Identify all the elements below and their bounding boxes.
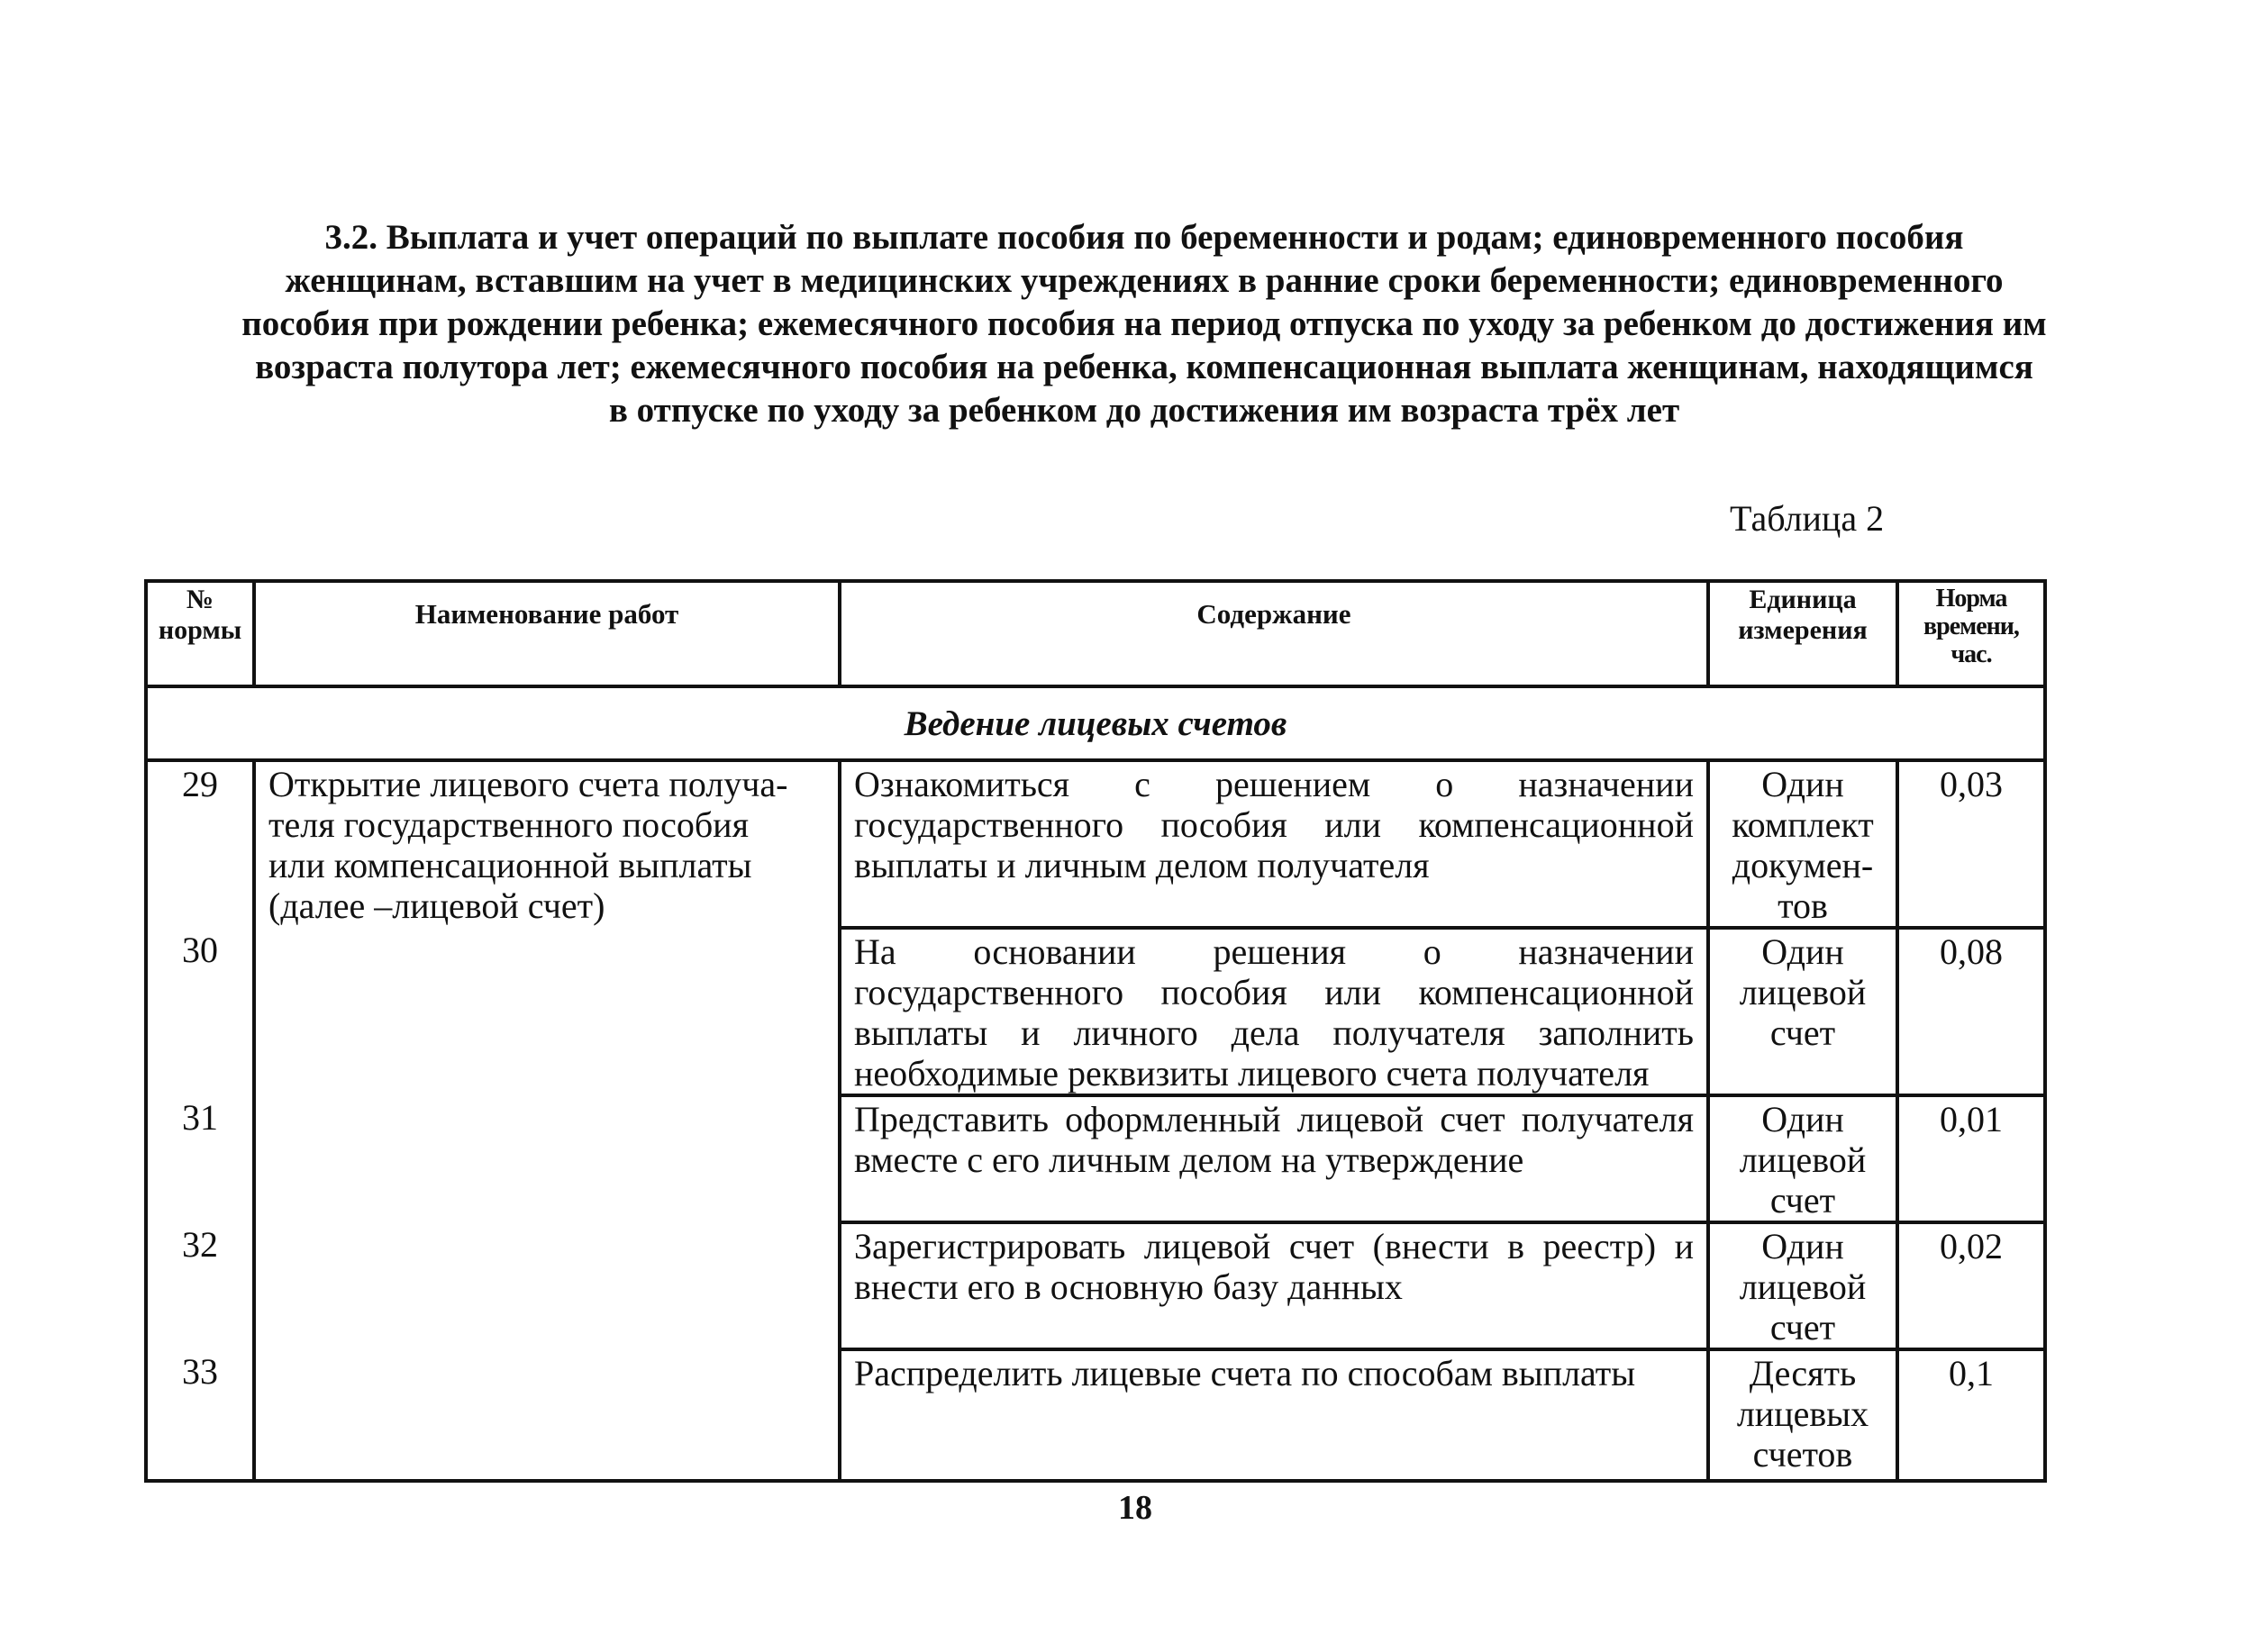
norms-table	[144, 579, 2047, 1483]
section-row	[146, 686, 2045, 760]
unit-line: лицевой	[1739, 972, 1867, 1012]
unit-cell	[1708, 1349, 1897, 1481]
time-norm-cell: 0,02	[1897, 1222, 2045, 1349]
header-time-line: Норма	[1935, 585, 2007, 613]
unit-line: счет	[1769, 1180, 1836, 1221]
time-norm-cell: 0,1	[1897, 1349, 2045, 1481]
header-time-norm	[1897, 581, 2045, 686]
norm-number: 29	[146, 760, 254, 928]
work-name-cell	[254, 760, 840, 1481]
header-work-name: Наименование работ	[254, 581, 840, 686]
norm-number: 30	[146, 928, 254, 1095]
content-cell: Распределить лицевые счета по способам выплаты	[840, 1349, 1708, 1481]
norm-number: 32	[146, 1222, 254, 1349]
header-unit-line: Единица	[1749, 585, 1857, 614]
unit-line: лицевых	[1736, 1393, 1869, 1434]
header-number-line: №	[186, 585, 214, 614]
unit-line: докумен-	[1732, 845, 1874, 885]
header-number-line: нормы	[158, 615, 242, 645]
time-norm-cell: 0,03	[1897, 760, 2045, 928]
work-name-line: теля государственного пособия	[268, 804, 749, 845]
unit-line: счетов	[1752, 1434, 1853, 1475]
header-number	[146, 581, 254, 686]
unit-line: Один	[1761, 764, 1844, 804]
unit-line: Десять	[1749, 1353, 1857, 1393]
content-cell: На основании решения о назначении государственного пособия или компенсационной выплаты и личного дела получателя заполнить необходимые реквизиты лицевого счета получателя	[840, 928, 1708, 1095]
heading-line: в отпуске по уходу за ребенком до достижения им возраста трёх лет	[608, 391, 1680, 430]
heading-line: пособия при рождении ребенка; ежемесячного пособия на период отпуска по уходу за ребенком до достижения им	[241, 304, 2047, 343]
header-time-line: времени,	[1923, 613, 2019, 640]
unit-cell	[1708, 1222, 1897, 1349]
content-cell: Зарегистрировать лицевой счет (внести в реестр) и внести его в основную базу данных	[840, 1222, 1708, 1349]
unit-line: счет	[1769, 1307, 1836, 1348]
time-norm-cell: 0,01	[1897, 1095, 2045, 1222]
content-cell: Ознакомиться с решением о назначении государственного пособия или компенсационной выплаты и личным делом получателя	[840, 760, 1708, 928]
section-heading	[135, 216, 2153, 432]
time-norm-cell: 0,08	[1897, 928, 2045, 1095]
unit-line: счет	[1769, 1012, 1836, 1053]
heading-line: 3.2. Выплата и учет операций по выплате пособия по беременности и родам; единовременного пособия	[324, 218, 1964, 257]
table-row	[146, 760, 2045, 928]
header-unit	[1708, 581, 1897, 686]
header-unit-line: измерения	[1738, 615, 1868, 645]
table-header-row	[146, 581, 2045, 686]
norm-number: 31	[146, 1095, 254, 1222]
header-content: Содержание	[840, 581, 1708, 686]
page-number: 18	[1118, 1489, 1152, 1527]
unit-line: Один	[1761, 931, 1844, 972]
table-label: Таблица 2	[1730, 498, 1885, 539]
unit-line: комплект	[1732, 804, 1874, 845]
unit-cell	[1708, 928, 1897, 1095]
unit-cell	[1708, 760, 1897, 928]
work-name-line: (далее –лицевой счет)	[268, 885, 605, 926]
heading-line: женщинам, вставшим на учет в медицинских учреждениях в ранние сроки беременности; единовременного	[285, 261, 2004, 300]
unit-line: тов	[1778, 885, 1828, 926]
heading-line: возраста полутора лет; ежемесячного пособия на ребенка, компенсационная выплата женщинам, находящимся	[255, 348, 2033, 386]
work-name-line: Открытие лицевого счета получа-	[268, 764, 788, 804]
norm-number: 33	[146, 1349, 254, 1481]
unit-cell	[1708, 1095, 1897, 1222]
section-title: Ведение лицевых счетов	[146, 686, 2045, 760]
unit-line: Один	[1761, 1226, 1844, 1266]
work-name-line: или компенсационной выплаты	[268, 845, 752, 885]
unit-line: Один	[1761, 1099, 1844, 1139]
unit-line: лицевой	[1739, 1139, 1867, 1180]
header-time-line: час.	[1950, 640, 1992, 668]
content-cell: Представить оформленный лицевой счет получателя вместе с его личным делом на утверждение	[840, 1095, 1708, 1222]
unit-line: лицевой	[1739, 1266, 1867, 1307]
